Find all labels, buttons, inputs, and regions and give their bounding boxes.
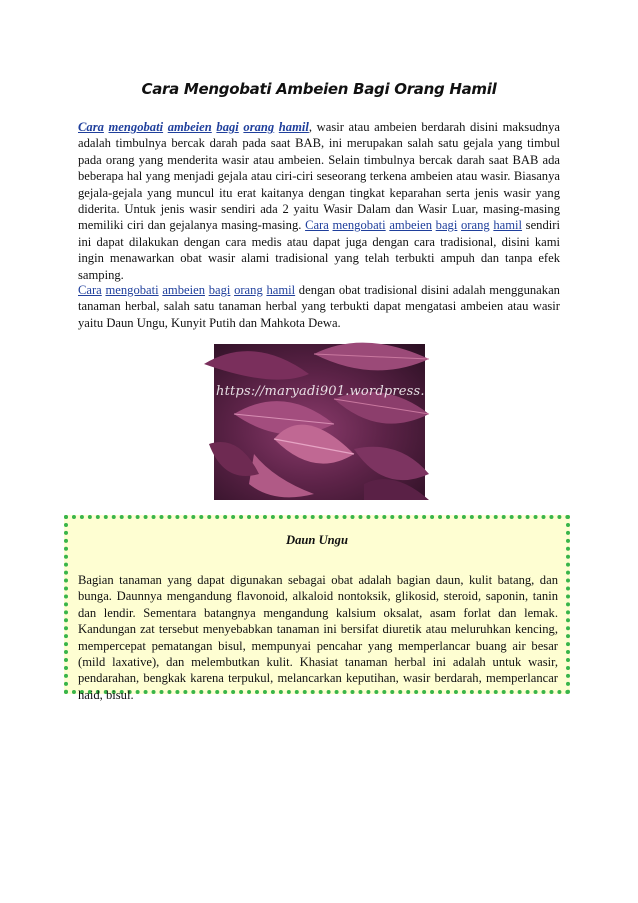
keyword-link-ambeien[interactable]: ambeien bbox=[162, 283, 205, 297]
daun-ungu-photo bbox=[214, 344, 458, 500]
keyword-link-bagi[interactable]: bagi bbox=[435, 218, 458, 233]
intro-lead-links bbox=[78, 120, 309, 134]
box-description: Bagian tanaman yang dapat digunakan sebagai obat adalah bagian daun, kulit batang, dan bunga. Daunnya mengandung flavonoid, alkaloid nontoksik, glikosid, steroid, saponin, tanin dan lendir. Sementara batangnya mengandung kalsium oksalat, asam forlat dan lemak. Kandungan zat tersebut menyebabkan tanaman ini bersifat diuretik atau meluruhkan kencing, mempercepat pematangan bisul, mempunyai pencahar yang memperlancar buang air besar (mild laxative), dan melembutkan kulit. Khasiat tanaman herbal ini adalah untuk wasir, pendarahan, bengkak karena terpukul, melancarkan keputihan, wasir berdarah, memperlancar haid, bisul. bbox=[78, 573, 558, 702]
keyword-link-mengobati[interactable]: mengobati bbox=[105, 283, 159, 297]
keyword-link-cara[interactable]: Cara bbox=[305, 218, 329, 233]
keyword-link-orang[interactable]: orang bbox=[461, 218, 490, 233]
purple-leaves-illustration bbox=[214, 344, 425, 500]
keyword-link-orang[interactable]: orang bbox=[243, 120, 275, 134]
keyword-link-ambeien[interactable]: ambeien bbox=[167, 120, 212, 134]
box-title: Daun Ungu bbox=[286, 533, 348, 547]
keyword-link-cara[interactable]: Cara bbox=[78, 283, 102, 297]
keyword-link-hamil[interactable]: hamil bbox=[493, 218, 523, 233]
treatment-paragraph bbox=[78, 282, 560, 331]
intro-text-2: sendiri ini dapat dilakukan dengan cara medis atau dapat juga dengan cara tradisional, disini kami ingin menawarkan obat wasir alami tradisional yang telah terbukti ampuh dan tanpa efek samping. bbox=[78, 218, 560, 282]
keyword-link-hamil[interactable]: hamil bbox=[278, 120, 309, 134]
keyword-link-bagi[interactable]: bagi bbox=[216, 120, 239, 134]
keyword-link-mengobati[interactable]: mengobati bbox=[332, 218, 386, 233]
intro-text-1: , wasir atau ambeien berdarah disini maksudnya adalah timbulnya bercak darah pada saat BAB, ini merupakan salah satu gejala yang timbul pada orang yang menderita wasir atau ambeien. Selain timbulnya bercak darah saat BAB ada beberapa hal yang menjadi gejala atau ciri-ciri seseorang terkena ambeien atau wasir. Biasanya gejala-gejala yang muncul itu erat kaitanya dengan tingkat keparahan serta jenis wasir yang diderita. Untuk jenis wasir sendiri ada 2 yaitu Wasir Dalam dan Wasir Luar, masing-masing memiliki ciri dan gejalanya masing-masing. bbox=[78, 120, 560, 233]
keyword-link-ambeien[interactable]: ambeien bbox=[389, 218, 432, 233]
treatment-text: dengan obat tradisional disini adalah menggunakan tanaman herbal, salah satu tanaman herbal yang terbukti dapat mengatasi ambeien atau wasir yaitu Daun Ungu, Kunyit Putih dan Mahkota Dewa. bbox=[78, 283, 560, 330]
page-title: Cara Mengobati Ambeien Bagi Orang Hamil bbox=[141, 80, 497, 98]
keyword-link-bagi[interactable]: bagi bbox=[208, 283, 231, 297]
keyword-link-orang[interactable]: orang bbox=[234, 283, 263, 297]
keyword-link-hamil[interactable]: hamil bbox=[266, 283, 296, 297]
keyword-link-mengobati[interactable]: mengobati bbox=[108, 120, 164, 134]
intro-paragraph bbox=[78, 119, 560, 283]
keyword-link-cara[interactable]: Cara bbox=[78, 120, 104, 134]
image-watermark: https://maryadi901.wordpress.com/ bbox=[216, 384, 458, 399]
daun-ungu-info-box bbox=[64, 515, 570, 702]
